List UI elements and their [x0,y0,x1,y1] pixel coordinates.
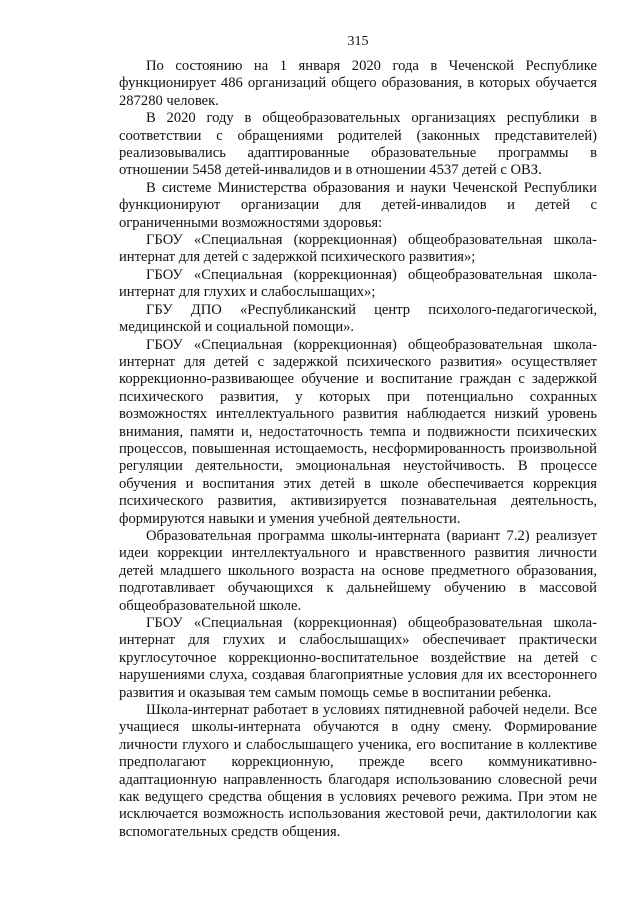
paragraph-9: ГБОУ «Специальная (коррекционная) общеобразовательная школа-интернат для глухих и слабослышащих» обеспечивает практически круглосуточное коррекционно-воспитательное воздействие на детей с нарушениями слуха, создавая благоприятные условия для их всестороннего развития и оказывая тем самым помощь семье в воспитании ребенка. [119,615,597,701]
paragraph-8: Образовательная программа школы-интерната (вариант 7.2) реализует идеи коррекции интеллектуального и нравственного развития личности детей младшего школьного возраста на основе предметного образования, подготавливает обучающихся к дальнейшему обучению в массовой общеобразовательной школе. [119,527,597,614]
paragraph-3: В системе Министерства образования и науки Чеченской Республики функционируют организации для детей-инвалидов и детей с ограниченными возможностями здоровья: [119,179,597,231]
paragraph-10: Школа-интернат работает в условиях пятидневной рабочей недели. Все учащиеся школы-интерната обучаются в одну смену. Формирование личности глухого и слабослышащего ученика, его воспитание в коллективе предполагают коррекционную, прежде всего коммуникативно-адаптационную направленность благодаря использованию словесной речи как ведущего средства общения в условиях речевого режима. При этом не исключается возможность использования жестовой речи, дактилологии как вспомогательных средств общения. [119,702,597,840]
document-page [119,34,597,841]
paragraph-7: ГБОУ «Специальная (коррекционная) общеобразовательная школа-интернат для детей с задержкой психического развития» осуществляет коррекционно-развивающее обучение и воспитание граждан с задержкой психического развития, у которых при потенциально сохранных возможностях интеллектуального развития наблюдается низкий уровень внимания, памяти и, недостаточность темпа и подвижности психических процессов, повышенная истощаемость, несформированность произвольной регуляции деятельности, эмоциональная неустойчивость. В процессе обучения и воспитания этих детей в школе обеспечивается коррекция психического развития, активизируется познавательная деятельность, формируются навыки и умения учебной деятельности. [119,336,597,527]
paragraph-2: В 2020 году в общеобразовательных организациях республики в соответствии с обращениями родителей (законных представителей) реализовывались адаптированные образовательные программы в отношении 5458 детей-инвалидов и в отношении 4537 детей с ОВЗ. [119,110,597,179]
paragraph-6: ГБУ ДПО «Республиканский центр психолого-педагогической, медицинской и социальной помощи». [119,301,597,336]
paragraph-4: ГБОУ «Специальная (коррекционная) общеобразовательная школа-интернат для детей с задержкой психического развития»; [119,232,597,266]
paragraph-5: ГБОУ «Специальная (коррекционная) общеобразовательная школа-интернат для глухих и слабослышащих»; [119,266,597,301]
paragraph-1: По состоянию на 1 января 2020 года в Чеченской Республике функционирует 486 организаций общего образования, в которых обучается 287280 человек. [119,58,597,109]
page-number: 315 [347,34,369,49]
